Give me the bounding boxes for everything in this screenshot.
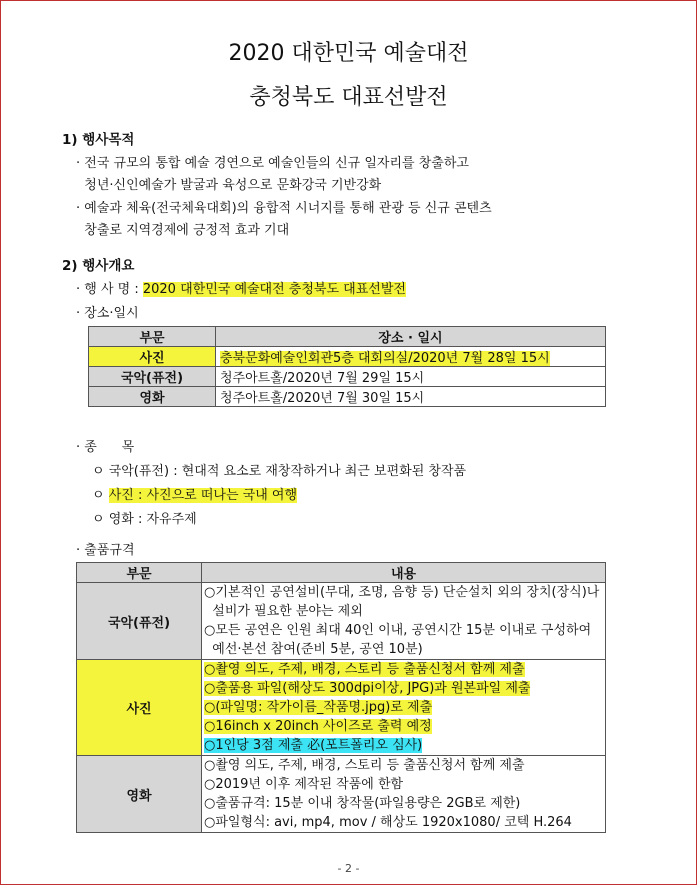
rules-line: ○촬영 의도, 주제, 배경, 스토리 등 출품신청서 함께 제출: [204, 758, 525, 773]
venue-row-detail: [216, 347, 606, 367]
rules-line: 설비가 필요한 분야는 제외: [204, 604, 363, 619]
rules-row-category: 영화: [77, 756, 202, 833]
table-row: [89, 387, 606, 407]
venue-header-detail: 장소 · 일시: [216, 327, 606, 347]
items-label: · 종 목: [76, 440, 135, 455]
rules-line: [204, 679, 603, 698]
rules-header-content: 내용: [202, 563, 606, 583]
event-name-line: [76, 278, 406, 297]
rules-line: ○기본적인 공연설비(무대, 조명, 음향 등) 단순설치 외의 장치(장식)나: [204, 585, 600, 600]
section2-heading: 2) 행사개요: [62, 258, 135, 274]
rules-line: [204, 717, 603, 736]
rules-header-category: 부문: [77, 563, 202, 583]
rules-table: [76, 562, 606, 833]
page-subtitle: 충청북도 대표선발전: [249, 85, 448, 110]
venue-row-detail-text: 충북문화예술인회관5층 대회의실/2020년 7월 28일 15시: [220, 351, 550, 366]
item-photo-text: 사진 : 사진으로 떠나는 국내 여행: [108, 488, 297, 503]
venue-table: [88, 326, 606, 407]
venue-label: · 장소·일시: [76, 306, 139, 321]
venue-row-category: 사진: [89, 347, 216, 367]
section1-line-1: · 전국 규모의 통합 예술 경연으로 예술인들의 신규 일자리를 창출하고: [76, 156, 469, 171]
rules-line-text: ○1인당 3점 제출 必(포트폴리오 심사): [204, 738, 423, 753]
table-row: [77, 583, 606, 660]
section1-heading: 1) 행사목적: [62, 132, 135, 148]
venue-row-category: 영화: [89, 387, 216, 407]
rules-line-text: ○(파일명: 작가이름_작품명.jpg)로 제출: [204, 700, 433, 715]
table-row: [89, 367, 606, 387]
rules-line: [204, 736, 603, 755]
rules-line: ○파일형식: avi, mp4, mov / 해상도 1920x1080/ 코텍 H.264: [204, 815, 572, 830]
venue-row-detail: 청주아트홀/2020년 7월 30일 15시: [216, 387, 606, 407]
rules-row-category: 사진: [77, 660, 202, 756]
rules-row-content: [202, 660, 606, 756]
rules-line: 예선·본선 참여(준비 5분, 공연 10분): [204, 642, 423, 657]
rules-line: ○2019년 이후 제작된 작품에 한함: [204, 777, 404, 792]
rules-row-category: 국악(퓨전): [77, 583, 202, 660]
rules-line-text: ○16inch x 20inch 사이즈로 출력 예정: [204, 719, 432, 734]
page-number: - 2 -: [337, 862, 360, 875]
rules-row-content: [202, 756, 606, 833]
event-name-value: 2020 대한민국 예술대전 충청북도 대표선발전: [142, 282, 406, 297]
rules-line-text: ○출품용 파일(해상도 300dpi이상, JPG)과 원본파일 제출: [204, 681, 531, 696]
rules-line: [204, 660, 603, 679]
rules-line: ○모든 공연은 인원 최대 40인 이내, 공연시간 15분 이내로 구성하여: [204, 623, 592, 638]
table-row: [89, 347, 606, 367]
rules-label: · 출품규격: [76, 543, 135, 558]
rules-row-content: [202, 583, 606, 660]
section1-line-2: 청년·신인예술가 발굴과 육성으로 문화강국 기반강화: [76, 178, 382, 193]
page-title: 2020 대한민국 예술대전: [228, 41, 469, 66]
venue-row-detail: 청주아트홀/2020년 7월 29일 15시: [216, 367, 606, 387]
table-row: [77, 660, 606, 756]
rules-line: [204, 698, 603, 717]
rules-line-text: ○촬영 의도, 주제, 배경, 스토리 등 출품신청서 함께 제출: [204, 662, 525, 677]
event-name-label: · 행 사 명 :: [76, 282, 143, 297]
item-film: ㅇ 영화 : 자유주제: [92, 512, 197, 527]
rules-line: ○출품규격: 15분 이내 창작물(파일용량은 2GB로 제한): [204, 796, 521, 811]
section1-line-3: · 예술과 체육(전국체육대회)의 융합적 시너지를 통해 관광 등 신규 콘텐츠: [76, 201, 492, 216]
venue-header-category: 부문: [89, 327, 216, 347]
table-row: [77, 756, 606, 833]
item-gugak: ㅇ 국악(퓨전) : 현대적 요소로 재창작하거나 최근 보편화된 창작품: [92, 464, 467, 479]
section1-line-4: 창출로 지역경제에 긍정적 효과 기대: [76, 223, 290, 238]
item-photo: [92, 484, 297, 503]
venue-row-category: 국악(퓨전): [89, 367, 216, 387]
item-photo-bullet: ㅇ: [92, 488, 109, 503]
